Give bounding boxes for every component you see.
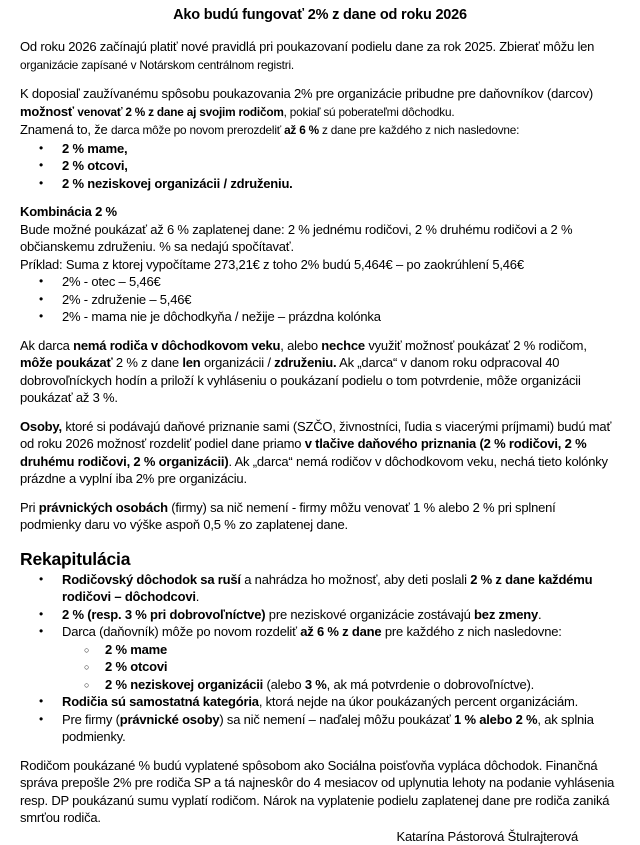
paragraph: [20, 256, 620, 274]
paragraph: [20, 221, 620, 256]
paragraph: [20, 418, 620, 488]
paragraph: [20, 757, 620, 827]
bullet-item: [20, 693, 620, 711]
paragraph: [20, 337, 620, 407]
section-heading: Rekapitulácia: [20, 547, 620, 571]
paragraph-spacer: [20, 746, 620, 757]
bullet-marker: ○: [84, 677, 89, 695]
paragraph-spacer: [20, 326, 620, 337]
text-run: z dane pre každého z nich nasledovne:: [322, 123, 519, 137]
bullet-text: [62, 624, 562, 639]
text-run: Ak darca: [20, 338, 73, 353]
text-run: právnických osobách: [39, 500, 168, 515]
text-run: Od roku 2026 začínajú platiť nové pravidlá pri poukazovaní podielu dane za rok 2025. Zbierať môžu len: [20, 39, 594, 54]
text-run: .: [538, 607, 541, 622]
text-run: 2 % (resp. 3 % pri dobrovoľníctve): [62, 607, 265, 622]
bullet-marker: •: [39, 291, 43, 309]
text-run: organizácie zapísané v Notárskom centrálnom registri.: [20, 58, 294, 72]
text-run: právnické osoby: [120, 712, 220, 727]
bullet-item: [20, 711, 620, 746]
text-run: združeniu.: [274, 355, 336, 370]
text-run: pre neziskové organizácie zostávajú: [265, 607, 474, 622]
text-run: 2 % mame: [105, 642, 167, 657]
bullet-text: [62, 141, 127, 156]
text-run: 2 % otcovi: [105, 659, 167, 674]
text-run: 2 % otcovi,: [62, 158, 128, 173]
bullet-item: [20, 308, 620, 326]
bullet-marker: •: [39, 273, 43, 291]
paragraph: [20, 121, 620, 140]
bullet-item: [20, 571, 620, 606]
text-run: K doposiaľ zaužívanému spôsobu poukazovania 2% pre organizácie pribudne pre daňovníkov (darcov): [20, 86, 593, 101]
bullet-text: [62, 158, 128, 173]
bullet-item: [20, 273, 620, 291]
bullet-marker: •: [39, 606, 43, 624]
bullet-marker: •: [39, 693, 43, 711]
text-run: Ak „darca“ v danom roku odpracoval 40 dobrovoľníckych hodín a priloží k vyhláseniu o poukázaní podielu o tom potvrdenie, môže organizácii poukázať až 3 %.: [20, 355, 581, 405]
bullet-marker: ○: [84, 642, 89, 660]
paragraph-spacer: [20, 407, 620, 418]
paragraph-spacer: [20, 488, 620, 499]
text-run: možnosť: [20, 104, 77, 119]
text-run: Osoby,: [20, 419, 62, 434]
text-run: len: [182, 355, 200, 370]
bullet-item: [20, 676, 620, 694]
text-run: ktoré si podávajú daňové priznanie sami (SZČO, živnostníci, ľudia s viacerými príjmami) budú mať od roku 2026 možnosť rozdeliť podiel dane priamo: [20, 419, 611, 452]
text-run: až 6 %: [284, 123, 322, 137]
text-run: 2% - združenie – 5,46€: [62, 292, 191, 307]
paragraph-spacer: [20, 192, 620, 203]
text-run: 2% - otec – 5,46€: [62, 274, 161, 289]
text-run: 2 % mame,: [62, 141, 127, 156]
text-run: 2 % z dane každému rodičovi – dôchodcovi: [62, 572, 592, 605]
text-run: bez zmeny: [474, 607, 538, 622]
bullet-text: [62, 176, 293, 191]
bullet-marker: •: [39, 571, 43, 589]
bullet-text: [62, 309, 381, 324]
bullet-marker: ○: [84, 659, 89, 677]
paragraph: [20, 499, 620, 534]
text-run: , ak má potvrdenie o dobrovoľníctve).: [327, 677, 534, 692]
text-run: Rodičovský dôchodok sa ruší: [62, 572, 241, 587]
text-run: Znamená to, že: [20, 122, 111, 137]
bullet-text: [105, 659, 167, 674]
text-run: Pre firmy (: [62, 712, 120, 727]
bullet-item: [20, 175, 620, 193]
text-run: a nahrádza ho možnosť, aby deti poslali: [241, 572, 470, 587]
document-body: [20, 38, 620, 827]
bullet-marker: •: [39, 308, 43, 326]
bullet-text: [62, 292, 191, 307]
text-run: (firmy) sa nič nemení - firmy môžu venovať 1 % alebo 2 % pri splnení podmienky daru vo výške aspoň 0,5 % zo zaplatenej dane.: [20, 500, 556, 533]
text-run: Rodičom poukázané % budú vyplatené spôsobom ako Sociálna poisťovňa vypláca dôchodok. Finančná správa prepošle 2% pre rodiča SP a tá najneskôr do 4 mesiacov od uplynutia lehoty na podanie vyhlásenia resp. DP poukázanú sumu vyplatí rodičom. Nárok na vyplatenie podielu zaplatenej dane pre rodiča zaniká smrťou rodiča.: [20, 758, 614, 826]
text-run: Príklad: Suma z ktorej vypočítame 273,21€ z toho 2% budú 5,464€ – po zaokrúhlení 5,46€: [20, 257, 524, 272]
bullet-marker: •: [39, 711, 43, 729]
bullet-marker: •: [39, 623, 43, 641]
text-run: , ktorá nejde na úkor poukázaných percent organizáciám.: [259, 694, 578, 709]
bullet-item: [20, 606, 620, 624]
bullet-item: [20, 291, 620, 309]
text-run: venovať 2 % z dane aj svojim rodičom: [77, 105, 283, 119]
paragraph: [20, 85, 620, 121]
text-run: . Ak „darca“ nemá rodičov v dôchodkovom veku, nechá tieto kolónky prázdne a vyplní iba 2% pre organizáciu.: [20, 454, 608, 487]
paragraph: [20, 38, 620, 74]
bullet-text: [62, 607, 541, 622]
text-run: 2 % neziskovej organizácii / združeniu.: [62, 176, 293, 191]
text-run: 2% - mama nie je dôchodkyňa / nežije – prázdna kolónka: [62, 309, 381, 324]
bullet-marker: •: [39, 140, 43, 158]
bullet-text: [62, 694, 578, 709]
bullet-item: [20, 140, 620, 158]
text-run: Pri: [20, 500, 39, 515]
bullet-text: [62, 572, 592, 605]
bullet-item: [20, 623, 620, 641]
text-run: 3 %: [305, 677, 327, 692]
text-run: , alebo: [280, 338, 321, 353]
text-run: 1 % alebo 2 %: [454, 712, 537, 727]
paragraph-spacer: [20, 74, 620, 85]
bullet-text: [62, 274, 161, 289]
text-run: využiť možnosť poukázať 2 % rodičom,: [365, 338, 587, 353]
bullet-text: [105, 677, 534, 692]
text-run: darca môže po novom prerozdeliť: [111, 123, 284, 137]
text-run: 2 % z dane: [112, 355, 182, 370]
bullet-marker: •: [39, 157, 43, 175]
document-title: Ako budú fungovať 2% z dane od roku 2026: [20, 6, 620, 25]
bullet-marker: •: [39, 175, 43, 193]
text-run: pre každého z nich nasledovne:: [381, 624, 561, 639]
text-run: (alebo: [263, 677, 305, 692]
signature-author: Katarína Pástorová Štulrajterová: [20, 828, 620, 845]
paragraph-spacer: [20, 534, 620, 545]
text-run: až 6 % z dane: [300, 624, 381, 639]
text-run: ) sa nič nemení – naďalej môžu poukázať: [219, 712, 454, 727]
text-run: organizácii /: [201, 355, 275, 370]
bullet-text: [105, 642, 167, 657]
text-run: Kombinácia 2 %: [20, 204, 117, 219]
text-run: , pokiaľ sú poberateľmi dôchodku.: [284, 105, 455, 119]
bullet-item: [20, 641, 620, 659]
paragraph: [20, 203, 620, 221]
bullet-text: [62, 712, 594, 745]
text-run: .: [196, 589, 199, 604]
text-run: , ak splnia podmienky.: [62, 712, 594, 745]
text-run: nechce: [321, 338, 365, 353]
text-run: Bude možné poukázať až 6 % zaplatenej dane: 2 % jednému rodičovi, 2 % druhému rodičovi a 2 % občianskemu združeniu. % sa nedajú spočítavať.: [20, 222, 572, 255]
text-run: môže poukázať: [20, 355, 112, 370]
bullet-item: [20, 658, 620, 676]
text-run: v tlačive daňového priznania (2 % rodičovi, 2 % druhému rodičovi, 2 % organizácii): [20, 436, 586, 469]
text-run: nemá rodiča v dôchodkovom veku: [73, 338, 280, 353]
bullet-item: [20, 157, 620, 175]
text-run: 2 % neziskovej organizácii: [105, 677, 263, 692]
text-run: Rodičia sú samostatná kategória: [62, 694, 259, 709]
text-run: Darca (daňovník) môže po novom rozdeliť: [62, 624, 300, 639]
